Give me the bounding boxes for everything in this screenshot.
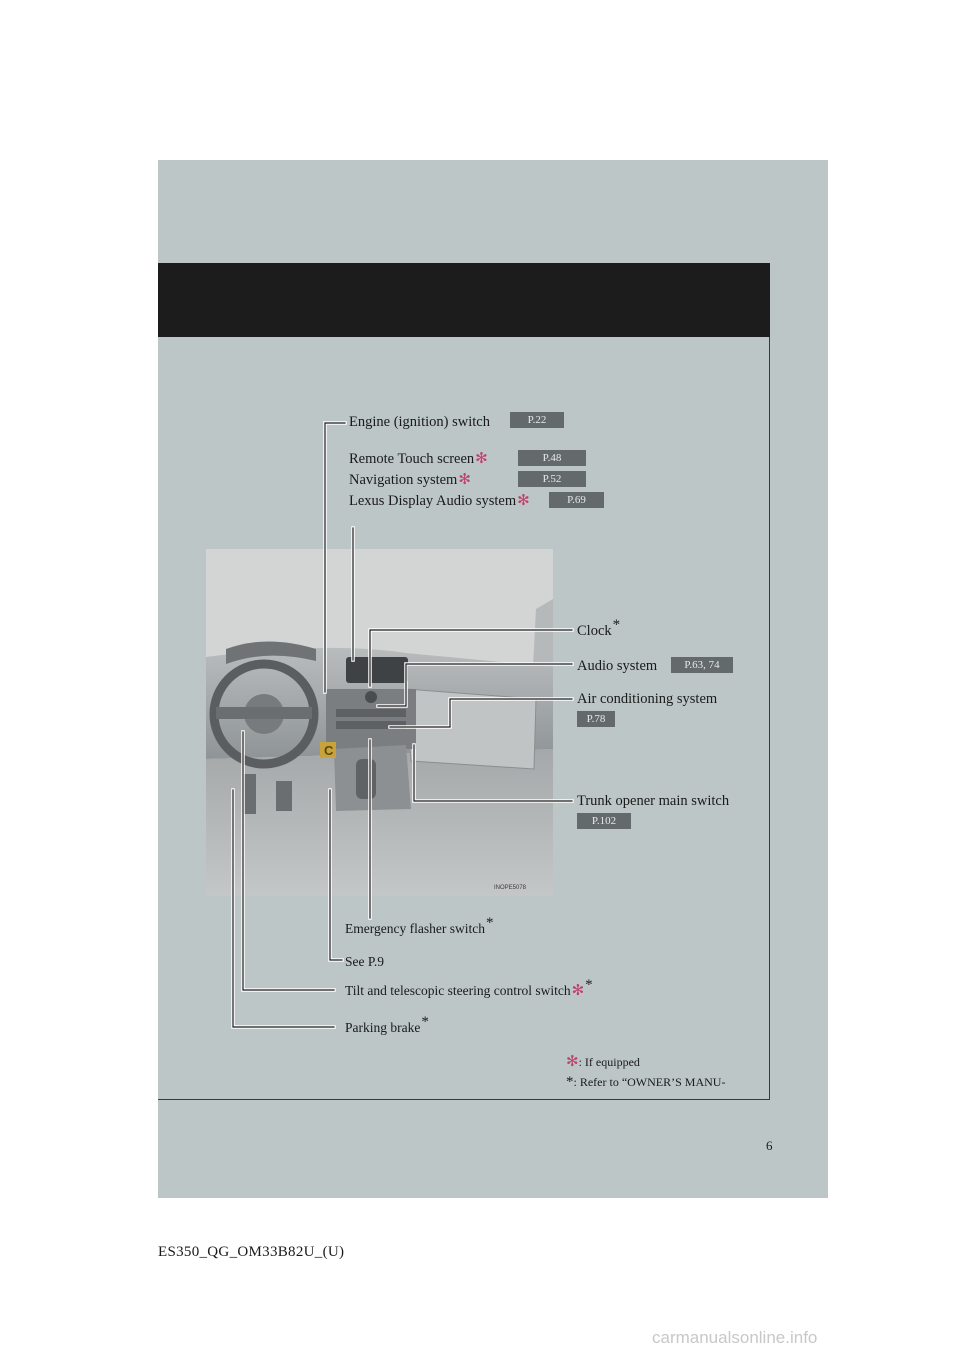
- label-see-p9[interactable]: See P.9: [345, 954, 385, 969]
- manual-star: *: [421, 1014, 429, 1030]
- label-engine-switch: Engine (ignition) switch: [349, 414, 490, 430]
- label-clock: Clock*: [577, 617, 621, 639]
- if-equipped-star: ✻: [571, 983, 585, 999]
- if-equipped-star: ✻: [458, 472, 471, 488]
- dashboard-illustration: [206, 549, 553, 896]
- ref-navigation[interactable]: P.52: [518, 471, 586, 487]
- manual-star: *: [612, 617, 621, 633]
- label-navigation: Navigation system✻: [349, 472, 471, 488]
- label-audio-system: Audio system: [577, 658, 658, 674]
- manual-star: *: [566, 1074, 574, 1090]
- if-equipped-star: ✻: [566, 1054, 579, 1070]
- manual-star: *: [485, 915, 494, 931]
- page-number: 6: [766, 1138, 773, 1153]
- dashboard-photo: [206, 549, 553, 896]
- label-air-conditioning: Air conditioning system: [577, 691, 718, 707]
- label-lexus-display-audio: Lexus Display Audio system✻: [349, 493, 530, 509]
- manual-star: *: [585, 977, 593, 993]
- watermark: carmanualsonline.info: [652, 1328, 818, 1347]
- label-remote-touch: Remote Touch screen✻: [349, 451, 488, 467]
- if-equipped-star: ✻: [517, 493, 530, 509]
- label-tilt-telescopic: Tilt and telescopic steering control switch✻*: [345, 977, 593, 999]
- ref-trunk-opener[interactable]: P.102: [577, 813, 631, 829]
- ref-remote-touch[interactable]: P.48: [518, 450, 586, 466]
- section-header-bar: [158, 263, 770, 337]
- ref-air-conditioning[interactable]: P.78: [577, 711, 615, 727]
- label-trunk-opener: Trunk opener main switch: [577, 793, 730, 809]
- callout-letter: C: [324, 743, 334, 758]
- ref-audio-system[interactable]: P.63, 74: [671, 657, 733, 673]
- footer-code: ES350_QG_OM33B82U_(U): [158, 1244, 345, 1260]
- ref-engine-switch[interactable]: P.22: [510, 412, 564, 428]
- note-refer-manual: *: Refer to “OWNER’S MANU-: [566, 1074, 726, 1090]
- image-code: INOPE5078: [494, 885, 527, 891]
- ref-lexus-display-audio[interactable]: P.69: [549, 492, 604, 508]
- label-emergency-flasher: Emergency flasher switch*: [345, 915, 494, 936]
- if-equipped-star: ✻: [475, 451, 488, 467]
- label-parking-brake: Parking brake*: [345, 1014, 429, 1035]
- note-if-equipped: ✻: If equipped: [566, 1054, 640, 1070]
